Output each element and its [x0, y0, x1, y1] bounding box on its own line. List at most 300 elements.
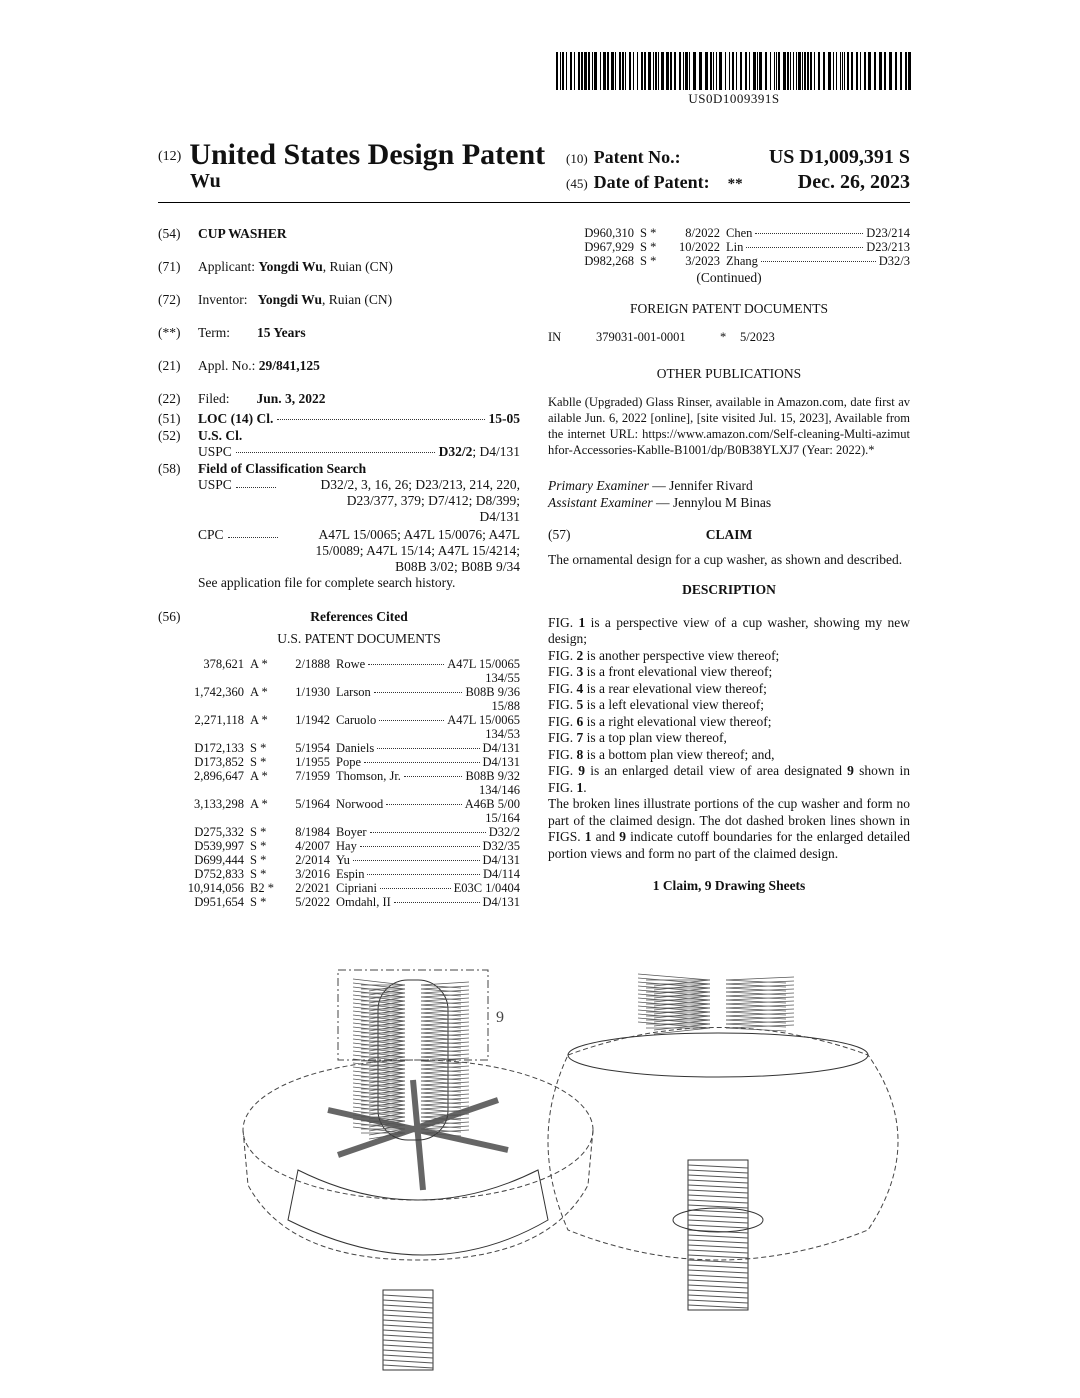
fig-number: 3 [576, 664, 584, 679]
reference-name: Boyer [336, 825, 367, 839]
reference-class: D32/35 [482, 839, 520, 853]
reference-kind: S * [640, 226, 657, 240]
fig-text: is a top plan view thereof, [583, 730, 727, 745]
reference-class: D23/214 [866, 226, 910, 240]
reference-row [158, 825, 520, 839]
barcode-bar [600, 52, 601, 90]
barcode-bar [895, 52, 897, 90]
us-patent-docs-heading: U.S. PATENT DOCUMENTS [277, 631, 441, 646]
barcode-bar [622, 52, 624, 90]
thread-line [383, 1295, 433, 1298]
thread-line [688, 1200, 748, 1203]
barcode-bar [798, 52, 801, 90]
barcode-bar [661, 52, 664, 90]
barcode-bar [810, 52, 812, 90]
reference-row [158, 769, 520, 783]
applicant-name: Yongdi Wu [258, 259, 323, 274]
other-publications-heading: OTHER PUBLICATIONS [656, 365, 802, 381]
reference-row [548, 226, 910, 240]
reference-name: Larson [336, 685, 371, 699]
barcode-bar [793, 52, 794, 90]
thread-line [688, 1225, 748, 1228]
fig-prefix: FIG. [548, 746, 577, 762]
barcode [556, 52, 912, 90]
barcode-bar [833, 52, 834, 90]
thread-line [688, 1280, 748, 1283]
barcode-bar [619, 52, 621, 90]
thread-line [383, 1330, 433, 1333]
reference-kind: S * [250, 741, 267, 755]
reference-patent-number: D960,310 [584, 226, 634, 240]
fig-prefix: FIG. [548, 697, 577, 712]
loc-class: 15-05 [488, 411, 520, 426]
field-21: (21) Appl. No.: 29/841,125 [158, 358, 320, 373]
reference-date: 5/1964 [295, 797, 330, 811]
reference-row [158, 755, 520, 769]
barcode-bar [679, 52, 681, 90]
reference-date: 3/2016 [295, 867, 330, 881]
barcode-bar [716, 52, 717, 90]
assistant-examiner: Assistant Examiner — Jennylou M Binas [548, 494, 772, 510]
barcode-bar [796, 52, 797, 90]
reference-kind: S * [250, 853, 267, 867]
barcode-bar [625, 52, 626, 90]
barcode-bar [770, 52, 771, 90]
barcode-bar [842, 52, 843, 90]
fig-text: is a front elevational view thereof; [583, 664, 773, 679]
reference-name-class [336, 713, 520, 727]
barcode-bar [705, 52, 708, 90]
barcode-bar [633, 52, 634, 90]
barcode-bar [757, 52, 758, 90]
figure-description [548, 648, 910, 665]
reference-name-class [336, 853, 520, 867]
barcode-bar [860, 52, 861, 90]
reference-class: A47L 15/0065 [447, 713, 520, 727]
barcode-bar [802, 52, 803, 90]
reference-kind: S * [250, 755, 267, 769]
reference-row [158, 657, 520, 671]
barcode-bar [774, 52, 775, 90]
fig-prefix: FIG. [548, 664, 577, 679]
barcode-bar [725, 52, 726, 90]
reference-date: 8/2022 [685, 226, 720, 240]
barcode-bar [578, 52, 580, 90]
barcode-bar [856, 52, 858, 90]
reference-date: 2/2021 [295, 881, 330, 895]
bristle [726, 977, 794, 980]
reference-kind: S * [250, 895, 267, 909]
thread-line [383, 1305, 433, 1308]
reference-class-continued: 15/164 [485, 811, 520, 825]
reference-date: 2/1888 [295, 657, 330, 671]
barcode-bar [594, 52, 597, 90]
reference-row [158, 685, 520, 699]
barcode-bar [879, 52, 882, 90]
barcode-bar [629, 52, 631, 90]
thread-line [383, 1300, 433, 1303]
barcode-bar [562, 52, 564, 90]
reference-row [158, 839, 520, 853]
code-10: (10) [566, 151, 588, 166]
thread-line [688, 1235, 748, 1238]
reference-name-class [336, 685, 520, 699]
barcode-bar [713, 52, 714, 90]
barcode-bar [864, 52, 866, 90]
reference-date: 5/2022 [295, 895, 330, 909]
thread-line [688, 1255, 748, 1258]
field-71: (71) Applicant: Yongdi Wu, Ruian (CN) [158, 259, 393, 274]
reference-patent-number: 2,271,118 [194, 713, 244, 727]
reference-row [158, 895, 520, 909]
barcode-bar [836, 52, 837, 90]
barcode-bar [581, 52, 583, 90]
barcode-bar [689, 52, 690, 90]
barcode-bar [570, 52, 572, 90]
fig-number: 1 [578, 614, 586, 630]
reference-patent-number: D967,929 [584, 240, 634, 254]
barcode-bar [658, 52, 659, 90]
fig-number: 7 [576, 730, 584, 745]
patent-no-label: Patent No.: [593, 147, 681, 167]
figure-description [548, 747, 910, 764]
thread-line [383, 1360, 433, 1363]
figure-descriptions [548, 615, 910, 764]
barcode-bar [776, 52, 777, 90]
reference-class: B08B 9/36 [465, 685, 520, 699]
cup-washer-drawing [228, 960, 928, 1390]
thread-line [688, 1240, 748, 1243]
barcode-bar [765, 52, 767, 90]
fig-text: is a right elevational view thereof; [583, 713, 772, 729]
reference-row [158, 881, 520, 895]
barcode-bar [736, 52, 737, 90]
fig-text: is another perspective view thereof; [583, 647, 780, 663]
reference-date: 1/1942 [295, 713, 330, 727]
reference-class: D4/131 [482, 853, 520, 867]
barcode-bar [615, 52, 616, 90]
foreign-docs-heading: FOREIGN PATENT DOCUMENTS [629, 300, 829, 316]
barcode-bar [588, 52, 590, 90]
barcode-bar [759, 52, 762, 90]
figure-description [548, 664, 910, 681]
reference-name: Thomson, Jr. [336, 769, 401, 783]
reference-name-class [726, 240, 910, 254]
patent-date: Dec. 26, 2023 [797, 171, 910, 193]
reference-name-class [336, 769, 520, 783]
thread-line [688, 1295, 748, 1298]
application-number: 29/841,125 [258, 358, 320, 373]
reference-name-class [336, 881, 520, 895]
reference-date: 7/1959 [295, 769, 330, 783]
reference-class-continued: 134/146 [479, 783, 520, 797]
barcode-bar [566, 52, 567, 90]
reference-row [158, 713, 520, 727]
patent-title-block [158, 138, 545, 172]
left-base-front [288, 1170, 548, 1255]
field-52: (52) U.S. Cl. USPC D32/2; D4/131 [158, 428, 520, 459]
reference-patent-number: 378,621 [203, 657, 244, 671]
term-value: 15 Years [257, 325, 306, 340]
figure-description [548, 681, 910, 698]
inventor-name: Yongdi Wu [257, 292, 323, 307]
reference-row [548, 254, 910, 268]
barcode-bar [641, 52, 643, 90]
reference-kind: A * [250, 657, 268, 671]
reference-name: Espin [336, 867, 365, 881]
code-45: (45) [566, 176, 588, 191]
reference-patent-number: D752,833 [194, 867, 244, 881]
reference-patent-number: D982,268 [584, 254, 634, 268]
other-publication-entry: Kablle (Upgraded) Glass Rinser, available in Amazon.com, date first available Jun. 6, 2022 [online], [site visited Jul. 15, 2023], Available from the internet URL: https://www.amazon.com/Self-cleaning-Multi-azimuthfor-Accessories-Kablle-B1001/dp/B0B38YLXJ7 (Year: 2022).* [548, 395, 910, 457]
reference-row [158, 867, 520, 881]
reference-class: B08B 9/32 [465, 769, 520, 783]
reference-class-continued: 15/88 [491, 699, 520, 713]
reference-patent-number: 1,742,360 [194, 685, 244, 699]
thread-line [688, 1170, 748, 1173]
thread-line [383, 1325, 433, 1328]
us-references-list [158, 657, 520, 909]
thread-line [383, 1350, 433, 1353]
reference-name: Rowe [336, 657, 366, 671]
fig-prefix: FIG. [548, 647, 577, 663]
barcode-bar [828, 52, 831, 90]
reference-date: 2/2014 [295, 853, 330, 867]
barcode-bar [732, 52, 734, 90]
thread-line [383, 1320, 433, 1323]
reference-class: D4/131 [482, 741, 520, 755]
reference-kind: S * [640, 240, 657, 254]
barcode-bar [693, 52, 696, 90]
reference-date: 4/2007 [295, 839, 330, 853]
filed-date: Jun. 3, 2022 [256, 391, 326, 406]
uspc-class: D32/2 [438, 444, 473, 459]
continued-note: (Continued) [696, 270, 762, 285]
reference-row [548, 240, 910, 254]
reference-patent-number: 10,914,056 [187, 881, 244, 895]
thread-line [688, 1180, 748, 1183]
barcode-bar [560, 52, 561, 90]
fig-9-description: FIG. 9 is an enlarged detail view of area designated 9 shown in FIG. 1. [548, 763, 910, 795]
thread-line [383, 1340, 433, 1343]
thread-line [688, 1250, 748, 1253]
barcode-bar [607, 52, 609, 90]
reference-row [158, 853, 520, 867]
barcode-bar [674, 52, 676, 90]
reference-class: A47L 15/0065 [447, 657, 520, 671]
patent-number: US D1,009,391 S [768, 146, 910, 168]
thread-line [688, 1305, 748, 1308]
barcode-bar [648, 52, 651, 90]
bristle [726, 1028, 786, 1031]
reference-patent-number: D951,654 [194, 895, 244, 909]
barcode-bar [823, 52, 825, 90]
broken-lines-description: The broken lines illustrate portions of the cup washer and form no part of the claimed design. The dot dashed broken lines shown in FIGS. 1 and 9 indicate cutoff boundaries for the enlarged detailed portion views and form no part of the claimed design. [548, 796, 910, 861]
thread-line [688, 1190, 748, 1193]
fig-prefix: FIG. [548, 614, 579, 630]
fig-number: 5 [576, 697, 584, 712]
reference-name: Zhang [726, 254, 758, 268]
reference-class: D4/114 [482, 867, 520, 881]
reference-name-class [336, 741, 520, 755]
reference-kind: B2 * [250, 881, 274, 895]
reference-kind: S * [640, 254, 657, 268]
thread-line [688, 1195, 748, 1198]
thread-line [383, 1335, 433, 1338]
description-heading: DESCRIPTION [682, 582, 776, 597]
reference-name: Daniels [336, 741, 375, 755]
barcode-bar [790, 52, 791, 90]
field-56: (56) References Cited [158, 609, 408, 624]
barcode-bar [847, 52, 849, 90]
barcode-bar [889, 52, 892, 90]
date-stars: ** [727, 176, 743, 192]
reference-patent-number: D172,133 [194, 741, 244, 755]
reference-name: Yu [336, 853, 350, 867]
primary-examiner: Primary Examiner — Jennifer Rivard [548, 478, 753, 493]
thread-line [688, 1185, 748, 1188]
reference-name-class [336, 839, 520, 853]
reference-row [158, 797, 520, 811]
thread-line [383, 1315, 433, 1318]
claim-heading-row: (57) CLAIM [548, 527, 910, 544]
field-term: (**) Term: 15 Years [158, 325, 306, 340]
barcode-bar [603, 52, 606, 90]
figure-description [548, 615, 910, 648]
reference-patent-number: 2,896,647 [194, 769, 244, 783]
thread-line [688, 1215, 748, 1218]
barcode-bar [699, 52, 702, 90]
barcode-bar [874, 52, 876, 90]
barcode-bar [868, 52, 871, 90]
figure-description [548, 697, 910, 714]
barcode-bar [637, 52, 638, 90]
reference-class: D32/3 [878, 254, 910, 268]
barcode-bar [719, 52, 722, 90]
reference-name-class [336, 657, 520, 671]
barcode-bar [778, 52, 780, 90]
figure-description [548, 730, 910, 747]
reference-kind: S * [250, 825, 267, 839]
bristle [421, 982, 469, 985]
reference-name-class [336, 867, 520, 881]
barcode-bar [574, 52, 575, 90]
thread-line [688, 1210, 748, 1213]
barcode-bar [840, 52, 841, 90]
fig-prefix: FIG. [548, 713, 577, 729]
thread-line [383, 1345, 433, 1348]
patent-number-block [566, 146, 910, 196]
figure-description [548, 714, 910, 731]
fig-number: 6 [576, 713, 584, 729]
reference-class: E03C 1/0404 [453, 881, 520, 895]
thread-line [688, 1300, 748, 1303]
fig-prefix: FIG. [548, 680, 577, 696]
reference-kind: S * [250, 839, 267, 853]
barcode-bar [740, 52, 742, 90]
thread-line [383, 1310, 433, 1313]
fig-prefix: FIG. [548, 730, 577, 745]
left-spokes [328, 1080, 508, 1190]
thread-line [688, 1220, 748, 1223]
detail-label-9: 9 [496, 1009, 504, 1026]
reference-name: Omdahl, II [336, 895, 391, 909]
reference-kind: A * [250, 769, 268, 783]
reference-name: Pope [336, 755, 361, 769]
reference-class: D23/213 [866, 240, 910, 254]
barcode-bar [710, 52, 712, 90]
reference-date: 10/2022 [679, 240, 720, 254]
claims-sheets-count: 1 Claim, 9 Drawing Sheets [652, 878, 806, 893]
code-12: (12) [158, 149, 182, 164]
reference-name: Norwood [336, 797, 384, 811]
barcode-bar [900, 52, 902, 90]
barcode-bar [844, 52, 845, 90]
barcode-bar [818, 52, 820, 90]
reference-class: D4/131 [482, 895, 520, 909]
thread-line [688, 1270, 748, 1273]
fig-number: 8 [576, 746, 584, 762]
field-72: (72) Inventor: Yongdi Wu, Ruian (CN) [158, 292, 393, 307]
reference-kind: A * [250, 797, 268, 811]
right-base-shell [548, 1028, 898, 1261]
field-54: (54) CUP WASHER [158, 226, 520, 242]
barcode-bar [804, 52, 806, 90]
reference-patent-number: D173,852 [194, 755, 244, 769]
fig-text: is a perspective view of a cup washer, showing my new design; [548, 614, 911, 646]
claim-text: The ornamental design for a cup washer, as shown and described. [548, 551, 903, 567]
claim-heading: CLAIM [705, 527, 753, 542]
reference-date: 5/1954 [295, 741, 330, 755]
reference-class: D4/131 [482, 755, 520, 769]
barcode-bar [683, 52, 684, 90]
barcode-number: US0D1009391S [688, 91, 780, 106]
fig-text: is a left elevational view thereof; [583, 697, 764, 712]
search-history-note: See application file for complete search history. [198, 575, 456, 590]
thread-line [688, 1265, 748, 1268]
reference-class-continued: 134/55 [485, 671, 520, 685]
barcode-bar [787, 52, 789, 90]
barcode-bar [783, 52, 786, 90]
barcode-bar [611, 52, 614, 90]
fig-number: 4 [576, 680, 584, 696]
thread-line [688, 1165, 748, 1168]
barcode-bar [749, 52, 750, 90]
thread-line [688, 1275, 748, 1278]
reference-patent-number: D699,444 [194, 853, 244, 867]
barcode-bar [685, 52, 688, 90]
reference-date: 1/1930 [295, 685, 330, 699]
reference-patent-number: D275,332 [194, 825, 244, 839]
right-column [548, 226, 910, 895]
thread-line [383, 1355, 433, 1358]
barcode-bar [753, 52, 756, 90]
barcode-bar [556, 52, 558, 90]
reference-kind: A * [250, 685, 268, 699]
reference-name: Hay [336, 839, 357, 853]
field-58: (58) Field of Classification Search USPC D32/2, 3, 16, 26; D23/213, 214, 220, D23/377, 379; D7/412; D8/399; D4/131 CPC A47L 15/0065; A47L 15/0076; A47L 15/0089; A47L 15/14; A47L 15/4214; B08B 3/02; B08B 9/34 See application file for complete search history. [158, 461, 520, 590]
inventor-surname: Wu [190, 170, 221, 192]
barcode-bar [905, 52, 907, 90]
reference-name: Caruolo [336, 713, 377, 727]
reference-row [158, 741, 520, 755]
reference-date: 8/1984 [295, 825, 330, 839]
reference-date: 1/1955 [295, 755, 330, 769]
reference-name-class [726, 226, 910, 240]
left-column [158, 226, 520, 909]
barcode-bar [807, 52, 809, 90]
barcode-bar [729, 52, 730, 90]
